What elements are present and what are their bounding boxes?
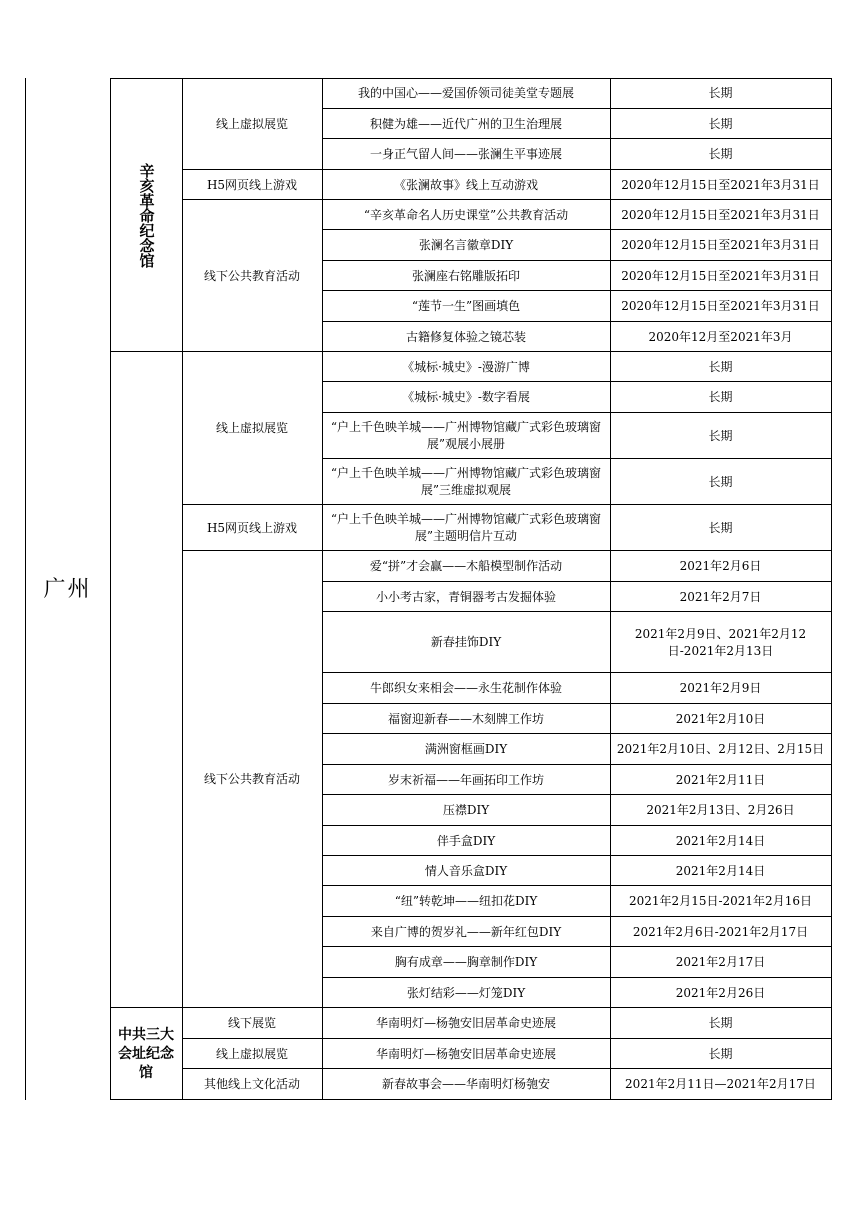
activity-time: 2021年2月14日: [675, 863, 766, 878]
activity-time: 2021年2月13日、2月26日: [646, 803, 795, 817]
activity-name: 华南明灯—杨匏安旧居革命史迹展: [375, 1046, 556, 1061]
activity-time: 2021年2月7日: [679, 589, 762, 604]
activity-time: 2021年2月6日-2021年2月17日: [632, 924, 809, 939]
group-divider: [182, 1099, 322, 1100]
venue-name: [110, 352, 182, 1008]
type-left-border: [182, 78, 183, 1100]
activity-name: 《城标·城史》-漫游广博: [402, 359, 530, 374]
activity-time: 2020年12月15日至2021年3月31日: [621, 299, 820, 313]
activity-time: 2020年12月15日至2021年3月31日: [621, 238, 820, 252]
activity-name: 满洲窗框画DIY: [424, 742, 508, 756]
activity-time: 长期: [708, 359, 733, 374]
activity-type: 线上虚拟展览: [215, 1046, 288, 1061]
activity-time: 2021年2月11日—2021年2月17日: [625, 1077, 816, 1091]
activity-time: 长期: [708, 1046, 733, 1061]
activity-time: 2020年12月15日至2021年3月31日: [621, 268, 820, 283]
activity-name: 张澜座右铭雕版拓印: [411, 268, 520, 283]
activity-name: 古籍修复体验之镜芯装: [405, 329, 526, 344]
activity-name: 一身正气留人间——张澜生平事迹展: [369, 147, 562, 161]
time-left-border: [610, 78, 611, 1100]
activity-type: 线上虚拟展览: [215, 116, 288, 131]
activity-time: 2020年12月至2021年3月: [648, 329, 793, 344]
activity-name: 小小考古家，青铜器考古发掘体验: [375, 589, 556, 604]
activity-time: 2020年12月15日至2021年3月31日: [621, 177, 820, 192]
activity-name: “户上千色映羊城——广州博物馆藏广式彩色玻璃窗展”三维虚拟观展: [330, 466, 602, 497]
activity-time: 2021年2月14日: [675, 833, 766, 848]
activity-time: 长期: [708, 428, 733, 443]
activity-time: 长期: [708, 86, 733, 100]
activity-name: 张灯结彩——灯笼DIY: [406, 985, 526, 1000]
activity-name: “莲节一生”图画填色: [411, 299, 521, 313]
name-left-border: [322, 78, 323, 1100]
activity-time: 2021年2月26日: [675, 985, 766, 1000]
activity-type: 线下公共教育活动: [203, 268, 300, 283]
city-left-border: [25, 78, 26, 1100]
activity-name: 张澜名言徽章DIY: [418, 238, 514, 252]
activity-name: 压襟DIY: [442, 803, 490, 817]
activity-name: 积健为雄——近代广州的卫生治理展: [369, 116, 562, 131]
activity-time: 2021年2月10日: [675, 711, 766, 726]
activity-name: 胸有成章——胸章制作DIY: [394, 955, 538, 969]
activity-name: 伴手盒DIY: [436, 833, 496, 848]
activity-name: “户上千色映羊城——广州博物馆藏广式彩色玻璃窗展”主题明信片互动: [330, 512, 602, 543]
activity-name: “纽”转乾坤——纽扣花DIY: [394, 894, 538, 908]
venue-name: 中共三大会址纪念馆: [118, 1026, 174, 1081]
activity-time: 2021年2月9日、2021年2月12日-2021年2月13日: [634, 626, 807, 658]
activity-name: 爱“拼”才会赢——木船模型制作活动: [369, 559, 563, 573]
activity-time: 长期: [708, 147, 733, 161]
activity-time: 2021年2月11日: [675, 772, 766, 787]
activity-name: 岁末祈福——年画拓印工作坊: [387, 772, 544, 787]
activity-time: 2021年2月10日、2月12日、2月15日: [616, 742, 825, 756]
activity-time: 长期: [708, 520, 733, 535]
activity-time: 2021年2月6日: [679, 559, 762, 573]
venue-divider: [110, 1099, 182, 1100]
activity-type: H5网页线上游戏: [206, 520, 298, 535]
venue-left-border: [110, 78, 111, 1100]
activity-type: 线下公共教育活动: [203, 772, 300, 786]
city-label: 广州: [43, 576, 92, 602]
activity-name: 新春故事会——华南明灯杨匏安: [381, 1077, 550, 1091]
activity-name: 来自广博的贺岁礼——新年红包DIY: [370, 924, 562, 939]
activity-time: 长期: [708, 474, 733, 489]
activity-time: 2021年2月17日: [675, 955, 766, 969]
activity-type: 线上虚拟展览: [215, 421, 288, 435]
activity-name: “辛亥革命名人历史课堂”公共教育活动: [363, 207, 569, 222]
activity-name: 情人音乐盒DIY: [424, 863, 508, 878]
activity-type: 其他线上文化活动: [203, 1077, 300, 1091]
activity-time: 2020年12月15日至2021年3月31日: [621, 207, 820, 222]
activity-time: 2021年2月15日-2021年2月16日: [629, 894, 812, 908]
activity-time: 长期: [708, 1016, 733, 1030]
activity-name: 华南明灯—杨匏安旧居革命史迹展: [375, 1016, 556, 1030]
activity-name: “户上千色映羊城——广州博物馆藏广式彩色玻璃窗展”观展小展册: [330, 420, 602, 451]
activity-type: 线下展览: [227, 1016, 276, 1030]
activity-name: 《城标·城史》-数字看展: [402, 390, 530, 404]
row-divider: [322, 1099, 832, 1100]
activity-time: 2021年2月9日: [679, 681, 762, 695]
activity-name: 我的中国心——爱国侨领司徒美堂专题展: [357, 86, 574, 100]
activity-name: 新春挂饰DIY: [430, 635, 502, 649]
activity-time: 长期: [708, 116, 733, 131]
table-right-border: [831, 78, 832, 1100]
activity-name: 福窗迎新春——木刻牌工作坊: [387, 711, 544, 726]
activity-name: 《张澜故事》线上互动游戏: [393, 177, 538, 192]
activity-name: 牛郎织女来相会——永生花制作体验: [369, 681, 562, 695]
activity-time: 长期: [708, 390, 733, 404]
venue-name: 辛亥革命纪念馆: [137, 162, 156, 268]
table-top-border: [110, 78, 832, 79]
activity-type: H5网页线上游戏: [206, 177, 298, 192]
